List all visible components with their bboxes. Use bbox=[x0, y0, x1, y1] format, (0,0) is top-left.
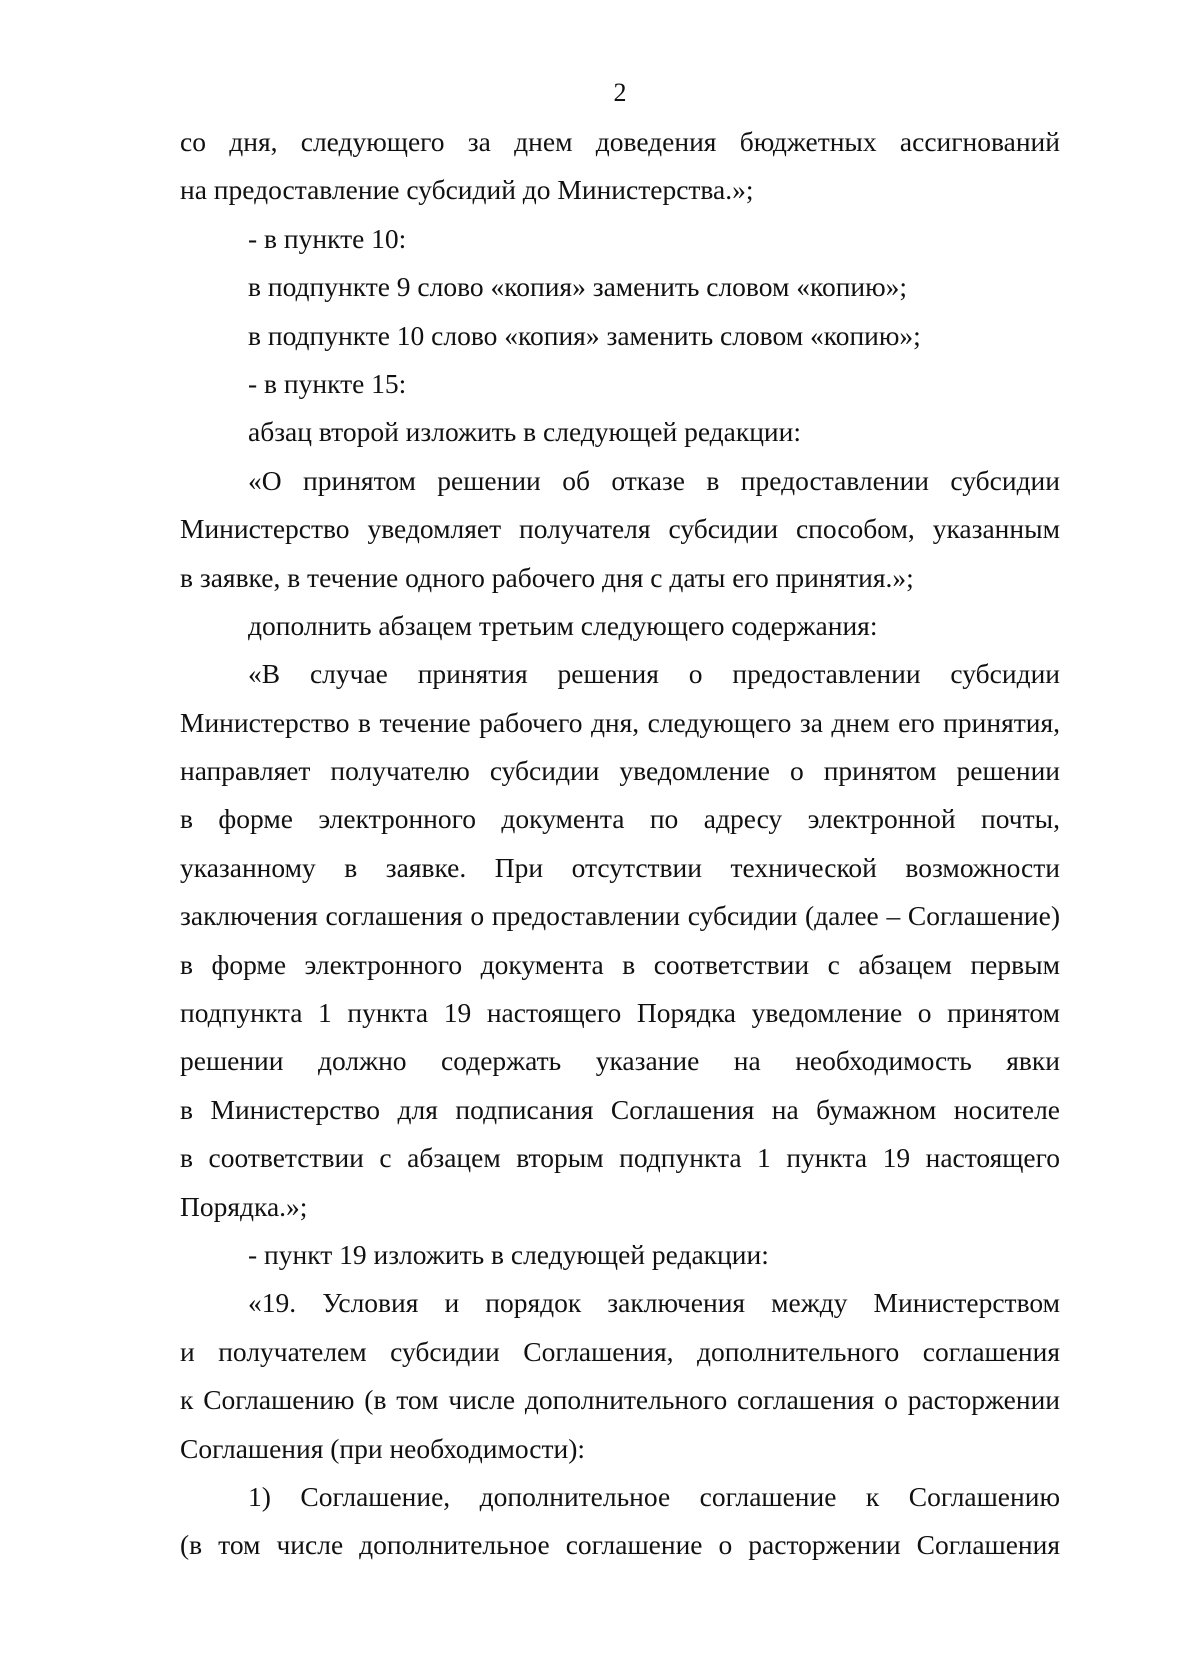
text-line: - в пункте 10: bbox=[248, 222, 407, 254]
text-line: в подпункте 9 слово «копия» заменить словом «копию»; bbox=[248, 271, 908, 303]
text-line: абзац второй изложить в следующей редакции: bbox=[248, 416, 802, 448]
text-line: Министерство уведомляет получателя субсидии способом, указанным bbox=[180, 513, 1060, 545]
text-line: в форме электронного документа по адресу электронной почты, bbox=[180, 803, 1060, 835]
text-line: со дня, следующего за днем доведения бюджетных ассигнований bbox=[180, 126, 1060, 157]
text-line: - в пункте 15: bbox=[248, 367, 407, 399]
text-line: Соглашения (при необходимости): bbox=[180, 1432, 586, 1464]
text-line: дополнить абзацем третьим следующего содержания: bbox=[248, 609, 878, 641]
text-line: Порядка.»; bbox=[180, 1190, 308, 1222]
text-line: 1) Соглашение, дополнительное соглашение к Соглашению bbox=[248, 1480, 1060, 1512]
text-line: в форме электронного документа в соответствии с абзацем первым bbox=[180, 948, 1060, 980]
text-line: Министерство в течение рабочего дня, следующего за днем его принятия, bbox=[180, 706, 1060, 738]
text-line: в Министерство для подписания Соглашения на бумажном носителе bbox=[180, 1093, 1060, 1125]
document-body bbox=[180, 118, 1060, 1570]
text-line: в заявке, в течение одного рабочего дня с даты его принятия.»; bbox=[180, 561, 914, 593]
text-line: на предоставление субсидий до Министерства.»; bbox=[180, 174, 754, 206]
text-line: указанному в заявке. При отсутствии технической возможности bbox=[180, 851, 1060, 883]
text-line: «В случае принятия решения о предоставлении субсидии bbox=[248, 658, 1060, 690]
text-line: (в том числе дополнительное соглашение о расторжении Соглашения bbox=[180, 1529, 1060, 1561]
text-line: - пункт 19 изложить в следующей редакции: bbox=[248, 1238, 769, 1270]
text-line: к Соглашению (в том числе дополнительного соглашения о расторжении bbox=[180, 1384, 1060, 1416]
text-line: в соответствии с абзацем вторым подпункта 1 пункта 19 настоящего bbox=[180, 1142, 1060, 1174]
text-line: заключения соглашения о предоставлении субсидии (далее – Соглашение) bbox=[180, 900, 1060, 932]
text-line: и получателем субсидии Соглашения, дополнительного соглашения bbox=[180, 1335, 1060, 1367]
text-line: решении должно содержать указание на необходимость явки bbox=[180, 1045, 1060, 1077]
page-number: 2 bbox=[613, 78, 627, 107]
text-line: «19. Условия и порядок заключения между Министерством bbox=[248, 1287, 1060, 1319]
text-line: направляет получателю субсидии уведомление о принятом решении bbox=[180, 755, 1060, 787]
text-line: в подпункте 10 слово «копия» заменить словом «копию»; bbox=[248, 319, 921, 351]
text-line: «О принятом решении об отказе в предоставлении субсидии bbox=[248, 464, 1060, 496]
text-line: подпункта 1 пункта 19 настоящего Порядка уведомление о принятом bbox=[180, 997, 1060, 1029]
